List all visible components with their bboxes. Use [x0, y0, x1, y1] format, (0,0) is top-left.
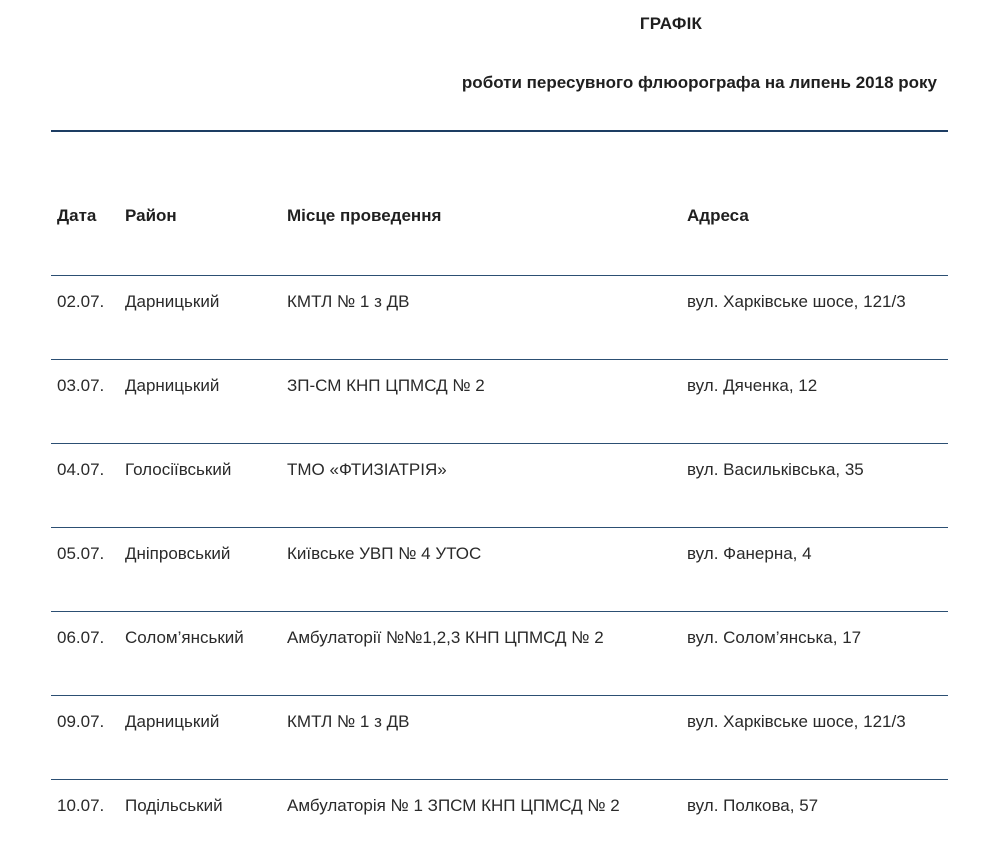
schedule-table	[51, 132, 948, 863]
cell-district: Голосіївський	[125, 460, 232, 479]
cell-date: 09.07.	[57, 712, 105, 731]
cell-district: Дарницький	[125, 292, 220, 311]
cell-address: вул. Харківське шосе, 121/3	[687, 712, 906, 731]
cell-date: 10.07.	[57, 796, 105, 815]
table-row	[51, 360, 948, 444]
cell-date: 03.07.	[57, 376, 105, 395]
table-row	[51, 276, 948, 360]
cell-address: вул. Фанерна, 4	[687, 544, 812, 563]
header-address: Адреса	[687, 206, 749, 225]
cell-place: Амбулаторія № 1 ЗПСМ КНП ЦПМСД № 2	[287, 796, 620, 815]
cell-district: Дарницький	[125, 712, 220, 731]
cell-place: Київське УВП № 4 УТОС	[287, 544, 482, 563]
table-row	[51, 780, 948, 863]
cell-place: ЗП-СМ КНП ЦПМСД № 2	[287, 376, 485, 395]
cell-date: 02.07.	[57, 292, 105, 311]
cell-address: вул. Харківське шосе, 121/3	[687, 292, 906, 311]
cell-address: вул. Полкова, 57	[687, 796, 819, 815]
document-subtitle: роботи пересувного флюорографа на липень 2018 року	[461, 73, 937, 92]
cell-district: Дніпровський	[125, 544, 231, 563]
cell-date: 06.07.	[57, 628, 105, 647]
header-district: Район	[125, 206, 177, 225]
table-row	[51, 444, 948, 528]
cell-district: Подільський	[125, 796, 223, 815]
table-row	[51, 696, 948, 780]
cell-place: Амбулаторії №№1,2,3 КНП ЦПМСД № 2	[287, 628, 604, 647]
table-row	[51, 612, 948, 696]
cell-address: вул. Дяченка, 12	[687, 376, 818, 395]
table-row	[51, 528, 948, 612]
cell-place: ТМО «ФТИЗІАТРІЯ»	[287, 460, 447, 479]
cell-place: КМТЛ № 1 з ДВ	[287, 292, 410, 311]
header-place: Місце проведення	[287, 206, 442, 225]
cell-district: Солом’янський	[125, 628, 244, 647]
cell-address: вул. Васильківська, 35	[687, 460, 864, 479]
cell-place: КМТЛ № 1 з ДВ	[287, 712, 410, 731]
cell-district: Дарницький	[125, 376, 220, 395]
header-date: Дата	[57, 206, 97, 225]
table-header-row	[51, 132, 948, 276]
cell-date: 04.07.	[57, 460, 105, 479]
document-title: ГРАФІК	[639, 14, 703, 33]
cell-address: вул. Солом’янська, 17	[687, 628, 862, 647]
cell-date: 05.07.	[57, 544, 105, 563]
